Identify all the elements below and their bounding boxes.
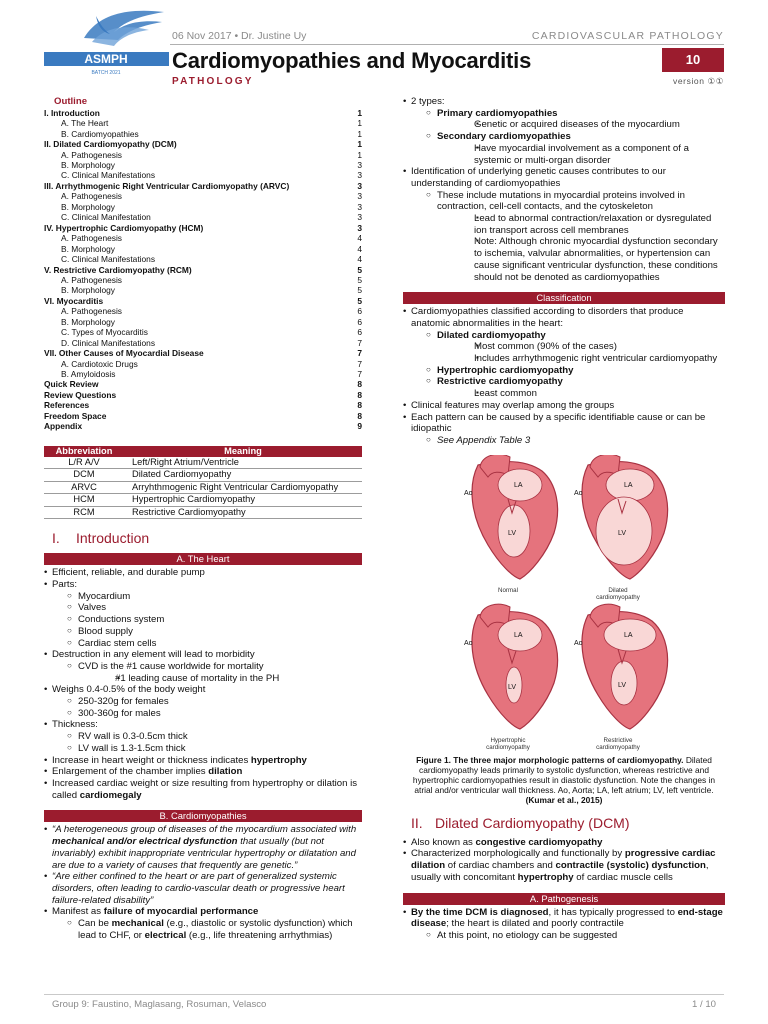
list-item: ○ Can be mechanical (e.g., diastolic or systolic dysfunction) which lead to CHF, or electrical (e.g., life threatening arrhythmias) [52,918,362,941]
list-item: • Also known as congestive cardiomyopathy [403,837,725,849]
list-item: ○ Valves [52,602,362,614]
version-label: version ①① [672,76,724,86]
heart-hypertrophic [464,604,558,729]
label-aorta: Ao [464,489,473,497]
outline-page-number: 5 [357,264,362,275]
outline-row[interactable] [44,338,362,348]
outline-entry: References [44,400,90,411]
outline-entry: C. Types of Myocarditis [61,327,148,338]
outline-entry: II. Dilated Cardiomyopathy (DCM) [44,139,177,150]
table-row [44,506,362,519]
footer-divider [44,994,724,995]
subsection-bar-pathogenesis: A. Pathogenesis [403,893,725,905]
asmph-logo [44,8,169,80]
list-item: ○ LV wall is 1.3-1.5cm thick [52,743,362,755]
outline-entry: A. Pathogenesis [61,274,122,285]
outline-page-number: 3 [357,159,362,170]
meaning-cell: Left/Right Atrium/Ventricle [124,457,362,469]
outline-row[interactable] [44,400,362,410]
heart-illustrations [403,455,725,755]
outline-row[interactable] [44,212,362,222]
pathogenesis-bullets [403,907,725,942]
footer-group: Group 9: Faustino, Maglasang, Rosuman, Velasco [52,999,267,1010]
outline-entry: B. Morphology [61,243,115,254]
abbr-cell: ARVC [44,481,124,494]
label-left-ventricle: LV [508,683,517,691]
meaning-cell: Hypertrophic Cardiomyopathy [124,494,362,507]
abbr-cell: RCM [44,506,124,519]
section-number: I. [52,530,60,547]
label-left-ventricle: LV [618,681,627,689]
outline-row[interactable] [44,244,362,254]
outline-page-number: 3 [357,191,362,202]
outline-row[interactable] [44,411,362,421]
outline-page-number: 3 [357,212,362,223]
outline-row[interactable] [44,233,362,243]
list-item: ▪ Least common [437,388,725,400]
lecture-number-badge: 10 [662,48,724,72]
meaning-cell: Arryhthmogenic Right Ventricular Cardiomyopathy [124,481,362,494]
list-item: ○ See Appendix Table 3 [411,435,725,447]
outline-page-number: 8 [357,410,362,421]
outline-page-number: 7 [357,369,362,380]
types-bullets [403,96,725,283]
list-item: • Parts: ○ Myocardium ○ Valves ○ Conductions system ○ Blood supply ○ Cardiac stem cells [44,579,362,649]
list-item: • Destruction in any element will lead to morbidity ○ CVD is the #1 cause worldwide for mortality ▪ #1 leading cause of mortality in the PH [44,649,362,684]
caption-dilated: Dilated cardiomyopathy [596,586,640,602]
cardiomyopathy-bullets [44,824,362,941]
list-item: ○ RV wall is 0.3-0.5cm thick [52,731,362,743]
outline-page-number: 1 [357,149,362,160]
outline-entry: I. Introduction [44,107,100,118]
outline-page-number: 5 [357,285,362,296]
date-author: 06 Nov 2017 • Dr. Justine Uy [172,30,307,42]
list-item: ○ Cardiac stem cells [52,638,362,650]
list-item: • “Are either confined to the heart or are part of generalized systemic disorders, often leading to cardio-vascular death or progressive heart failure-related disability” [44,871,362,906]
label-aorta: Ao [574,489,583,497]
table-row [44,457,362,469]
outline-entry: A. Pathogenesis [61,306,122,317]
outline-entry: Appendix [44,421,83,432]
list-item: • Identification of underlying genetic causes contributes to our understanding of cardiomyopathies ○ These include mutations in myocardial proteins involved in contraction, cell-cell contacts, and the cytoskeleton ▪ Lead to abnormal contraction/relaxation or dysregulated ion transport across cell membranes ▪ Note: Although chronic myocardial dysfunction secondary to ischemia, valvular abnormalities, or hypertension can cause significant ventricular dysfunction, these conditions should not be denoted as cardiomyopathies [403,166,725,283]
label-left-atrium: LA [514,631,523,639]
outline-entry: Review Questions [44,389,117,400]
section-title-dcm [411,815,725,832]
outline-entry: III. Arrhythmogenic Right Ventricular Cardiomyopathy (ARVC) [44,180,290,191]
list-item: • Weighs 0.4-0.5% of the body weight ○ 250-320g for females ○ 300-360g for males [44,684,362,719]
page-title: Cardiomyopathies and Myocarditis [172,48,532,73]
heart-dilated [574,455,668,579]
list-item: ▪ Lead to abnormal contraction/relaxation or dysregulated ion transport across cell membranes [437,213,725,236]
outline-row[interactable] [44,202,362,212]
label-aorta: Ao [574,639,583,647]
list-item: • By the time DCM is diagnosed, it has typically progressed to end-stage disease; the heart is dilated and poorly contractile ○ At this point, no etiology can be suggested [403,907,725,942]
abbr-cell: L/R A/V [44,457,124,469]
outline-row[interactable] [44,129,362,139]
table-row [44,469,362,482]
list-item: • Clinical features may overlap among the groups [403,400,725,412]
list-item: • Thickness: ○ RV wall is 0.3-0.5cm thick ○ LV wall is 1.3-1.5cm thick [44,719,362,754]
label-left-ventricle: LV [508,529,517,537]
outline-page-number: 6 [357,306,362,317]
outline-entry: B. Morphology [61,285,115,296]
caption-hypertrophic: Hypertrophic cardiomyopathy [486,736,530,752]
table-row [44,494,362,507]
list-item: • Cardiomyopathies classified according to disorders that produce anatomic abnormalities in the heart: ○ Dilated cardiomyopathy ▪ Most common (90% of the cases) ▪ Includes arrhythmogenic right ventricular cardiomyopathy ○ Hypertrophic cardiomyopathy ○ Restrictive cardiomyopathy ▪ Least common [403,306,725,400]
outline-row[interactable] [44,139,362,149]
outline-row[interactable] [44,160,362,170]
caption-restrictive: Restrictive cardiomyopathy [596,736,640,752]
table-of-contents [44,108,362,432]
outline-page-number: 6 [357,327,362,338]
heart-restrictive [574,604,668,729]
label-aorta: Ao [464,639,473,647]
header-divider [170,44,724,45]
outline-entry: V. Restrictive Cardiomyopathy (RCM) [44,264,192,275]
classification-bullets [403,306,725,446]
outline-row[interactable] [44,118,362,128]
outline-entry: B. Amyloidosis [61,369,116,380]
list-item: ○ These include mutations in myocardial proteins involved in contraction, cell-cell contacts, and the cytoskeleton ▪ Lead to abnormal contraction/relaxation or dysregulated ion transport across cell membranes ▪ Note: Although chronic myocardial dysfunction secondary to ischemia, valvular abnormalities, or hypertension can cause significant ventricular dysfunction, these conditions should not be denoted as cardiomyopathies [411,190,725,284]
left-column [44,96,362,941]
outline-page-number: 7 [357,348,362,359]
label-left-ventricle: LV [618,529,627,537]
outline-title: Outline [54,96,88,107]
section-title-introduction [52,530,362,547]
abbreviation-table [44,446,362,520]
list-item: ▪ Have myocardial involvement as a component of a systemic or multi-organ disorder [437,143,725,166]
outline-page-number: 3 [357,201,362,212]
outline-row[interactable] [44,359,362,369]
logo-batch: BATCH 2021 [91,70,121,76]
label-left-atrium: LA [624,631,633,639]
department-label: CARDIOVASCULAR PATHOLOGY [531,30,724,42]
abbr-cell: DCM [44,469,124,482]
outline-row[interactable] [44,390,362,400]
label-left-atrium: LA [624,481,633,489]
abbr-header-meaning: Meaning [124,446,362,457]
list-item: ▪ Most common (90% of the cases) [437,341,725,353]
outline-row[interactable] [44,285,362,295]
list-item: • Efficient, reliable, and durable pump [44,567,362,579]
list-item: ○ Hypertrophic cardiomyopathy [411,365,725,377]
outline-row[interactable] [44,170,362,180]
outline-page-number: 3 [357,180,362,191]
heart-normal [464,455,558,579]
outline-row[interactable] [44,265,362,275]
list-item: • Characterized morphologically and functionally by progressive cardiac dilation of cardiac chambers and contractile (systolic) dysfunction, usually with concomitant hypertrophy of cardiac muscle cells [403,848,725,883]
section-number: II. [411,814,423,831]
outline-page-number: 1 [357,107,362,118]
outline-entry: C. Clinical Manifestations [61,254,156,265]
outline-row[interactable] [44,254,362,264]
abbr-header-abbreviation: Abbreviation [44,446,124,457]
outline-entry: C. Clinical Manifestations [61,170,156,181]
outline-entry: VI. Myocarditis [44,295,104,306]
caption-normal: Normal [498,586,518,594]
list-item: ○ Restrictive cardiomyopathy ▪ Least common [411,376,725,399]
outline-page-number: 3 [357,222,362,233]
outline-row[interactable] [44,150,362,160]
meaning-cell: Restrictive Cardiomyopathy [124,506,362,519]
list-item: ○ Blood supply [52,626,362,638]
outline-page-number: 7 [357,337,362,348]
list-item: • Increase in heart weight or thickness indicates hypertrophy [44,755,362,767]
outline-entry: B. Morphology [61,316,115,327]
table-row [44,481,362,494]
outline-entry: B. Cardiomyopathies [61,128,139,139]
list-item: • “A heterogeneous group of diseases of the myocardium associated with mechanical and/or electrical dysfunction that usually (but not invariably) exhibit inappropriate ventricular hypertrophy or dilatation and are due to a variety of causes that frequently are genetic.” [44,824,362,871]
outline-row[interactable] [44,296,362,306]
meaning-cell: Dilated Cardiomyopathy [124,469,362,482]
section-title-text: Introduction [76,530,150,547]
outline-entry: A. Pathogenesis [61,191,122,202]
list-item: ○ 300-360g for males [52,708,362,720]
subsection-bar-the-heart: A. The Heart [44,553,362,565]
outline-entry: A. Pathogenesis [61,233,122,244]
outline-row[interactable] [44,379,362,389]
list-item: ○ At this point, no etiology can be suggested [411,930,725,942]
outline-page-number: 8 [357,379,362,390]
outline-entry: Freedom Space [44,410,107,421]
outline-page-number: 1 [357,128,362,139]
outline-row[interactable] [44,108,362,118]
outline-page-number: 8 [357,389,362,400]
outline-page-number: 4 [357,254,362,265]
section-title-text: Dilated Cardiomyopathy (DCM) [435,814,630,831]
outline-page-number: 8 [357,400,362,411]
outline-page-number: 4 [357,243,362,254]
outline-page-number: 4 [357,233,362,244]
outline-entry: B. Morphology [61,159,115,170]
list-item: ○ CVD is the #1 cause worldwide for mortality ▪ #1 leading cause of mortality in the PH [52,661,362,684]
outline-page-number: 1 [357,139,362,150]
logo-text: ASMPH [84,52,128,66]
outline-row[interactable] [44,317,362,327]
outline-entry: IV. Hypertrophic Cardiomyopathy (HCM) [44,222,204,233]
outline-row[interactable] [44,306,362,316]
list-item: ▪ Note: Although chronic myocardial dysfunction secondary to ischemia, valvular abnormalities, or hypertension can cause significant ventricular dysfunction, these conditions should not be denoted as cardiomyopathies [437,236,725,283]
outline-row[interactable] [44,191,362,201]
list-item: ○ Myocardium [52,591,362,603]
outline-entry: D. Clinical Manifestations [61,337,156,348]
subsection-bar-classification: Classification [403,292,725,304]
list-item: ○ Secondary cardiomyopathies ▪ Have myocardial involvement as a component of a systemic or multi-organ disorder [411,131,725,166]
list-item: ▪ Includes arrhythmogenic right ventricular cardiomyopathy [437,353,725,365]
subject-label: PATHOLOGY [172,76,254,87]
list-item: ▪ Genetic or acquired diseases of the myocardium [437,119,725,131]
outline-entry: Quick Review [44,379,99,390]
outline-row[interactable] [44,421,362,431]
list-item: • Increased cardiac weight or size resulting from hypertrophy or dilation is called cardiomegaly [44,778,362,801]
outline-page-number: 5 [357,295,362,306]
outline-row[interactable] [44,223,362,233]
outline-row[interactable] [44,181,362,191]
footer-page-number: 1 / 10 [691,999,716,1010]
outline-entry: VII. Other Causes of Myocardial Disease [44,348,204,359]
outline-page-number: 9 [357,421,362,432]
list-item: ○ 250-320g for females [52,696,362,708]
figure-caption: Figure 1. The three major morphologic patterns of cardiomyopathy. Dilated cardiomyopathy leads primarily to systolic dysfunction, whereas restrictive and hypertrophic cardiomyopathies result in diastolic dysfunction. Note the changes in atrial and/or ventricular wall thickness. Ao, Aorta; LA, left atrium; LV, left ventricle. (Kumar et al., 2015) [412,754,716,805]
list-item: ▪ #1 leading cause of mortality in the PH [78,673,362,685]
outline-entry: B. Morphology [61,201,115,212]
right-column [403,96,725,942]
outline-entry: A. The Heart [61,118,109,129]
label-left-atrium: LA [514,481,523,489]
list-item: ○ Conductions system [52,614,362,626]
outline-page-number: 6 [357,316,362,327]
list-item: • 2 types: ○ Primary cardiomyopathies ▪ Genetic or acquired diseases of the myocardium ○ Secondary cardiomyopathies ▪ Have myocardial involvement as a component of a systemic or multi-organ disorder [403,96,725,166]
dcm-bullets [403,837,725,884]
list-item: ○ Primary cardiomyopathies ▪ Genetic or acquired diseases of the myocardium [411,108,725,131]
heart-bullets [44,567,362,801]
outline-page-number: 1 [357,118,362,129]
page-header [0,0,768,100]
outline-entry: C. Clinical Manifestation [61,212,151,223]
list-item: • Enlargement of the chamber implies dilation [44,766,362,778]
list-item: ○ Dilated cardiomyopathy ▪ Most common (90% of the cases) ▪ Includes arrhythmogenic right ventricular cardiomyopathy [411,330,725,365]
list-item: • Each pattern can be caused by a specific identifiable cause or can be idiopathic ○ See Appendix Table 3 [403,412,725,447]
outline-entry: A. Cardiotoxic Drugs [61,358,138,369]
outline-row[interactable] [44,348,362,358]
outline-page-number: 5 [357,274,362,285]
cardiomyopathy-figure [403,455,725,755]
list-item: • Manifest as failure of myocardial performance ○ Can be mechanical (e.g., diastolic or systolic dysfunction) which lead to CHF, or electrical (e.g., life threatening arrhythmias) [44,906,362,941]
outline-row[interactable] [44,327,362,337]
outline-row[interactable] [44,369,362,379]
subsection-bar-cardiomyopathies: B. Cardiomyopathies [44,810,362,822]
abbr-cell: HCM [44,494,124,507]
outline-entry: A. Pathogenesis [61,149,122,160]
outline-page-number: 3 [357,170,362,181]
outline-page-number: 7 [357,358,362,369]
outline-row[interactable] [44,275,362,285]
